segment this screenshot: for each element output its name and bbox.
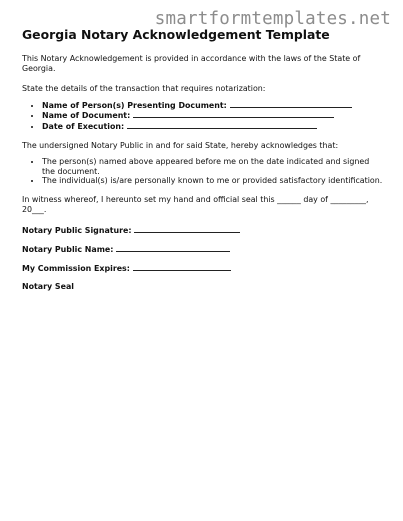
document-name-field[interactable] [133,110,334,118]
watermark: smartformtemplates.net [154,9,391,29]
presenter-name-field[interactable] [230,100,352,108]
execution-date-field[interactable] [127,121,317,129]
page-title: Georgia Notary Acknowledgement Template [22,27,330,42]
notary-name-row [22,244,384,255]
field-label-signature: Notary Public Signature: [22,226,132,236]
document-body [22,27,384,300]
acknowledges-paragraph: The undersigned Notary Public in and for said State, hereby acknowledges that: [22,141,339,151]
field-label-presenter: Name of Person(s) Presenting Document: [42,101,227,110]
commission-expires-row [22,263,384,274]
notary-signature-field[interactable] [134,225,240,233]
field-label-notary-name: Notary Public Name: [22,245,114,255]
notary-seal-label: Notary Seal [22,282,74,292]
list-item [42,110,384,120]
field-label-commission: My Commission Expires: [22,264,130,274]
state-details-paragraph: State the details of the transaction that requires notarization: [22,84,266,93]
witness-paragraph: In witness whereof, I hereunto set my hand and official seal this ______ day of _________, 20___. [22,195,369,215]
list-item [42,100,384,110]
field-label-document: Name of Document: [42,111,131,121]
list-item: • The person(s) named above appeared before me on the date indicated and signed the document. [42,157,384,176]
notary-name-field[interactable] [116,244,230,252]
list-item: • The individual(s) is/are personally known to me or provided satisfactory identification. [42,176,384,185]
transaction-fields-list [22,100,384,131]
commission-expires-field[interactable] [133,263,231,271]
acknowledgements-list [22,157,384,185]
list-item [42,121,384,131]
notary-signature-row [22,225,384,236]
intro-paragraph: This Notary Acknowledgement is provided in accordance with the laws of the State of Georgia. [22,54,361,73]
field-label-execution-date: Date of Execution: [42,121,125,131]
